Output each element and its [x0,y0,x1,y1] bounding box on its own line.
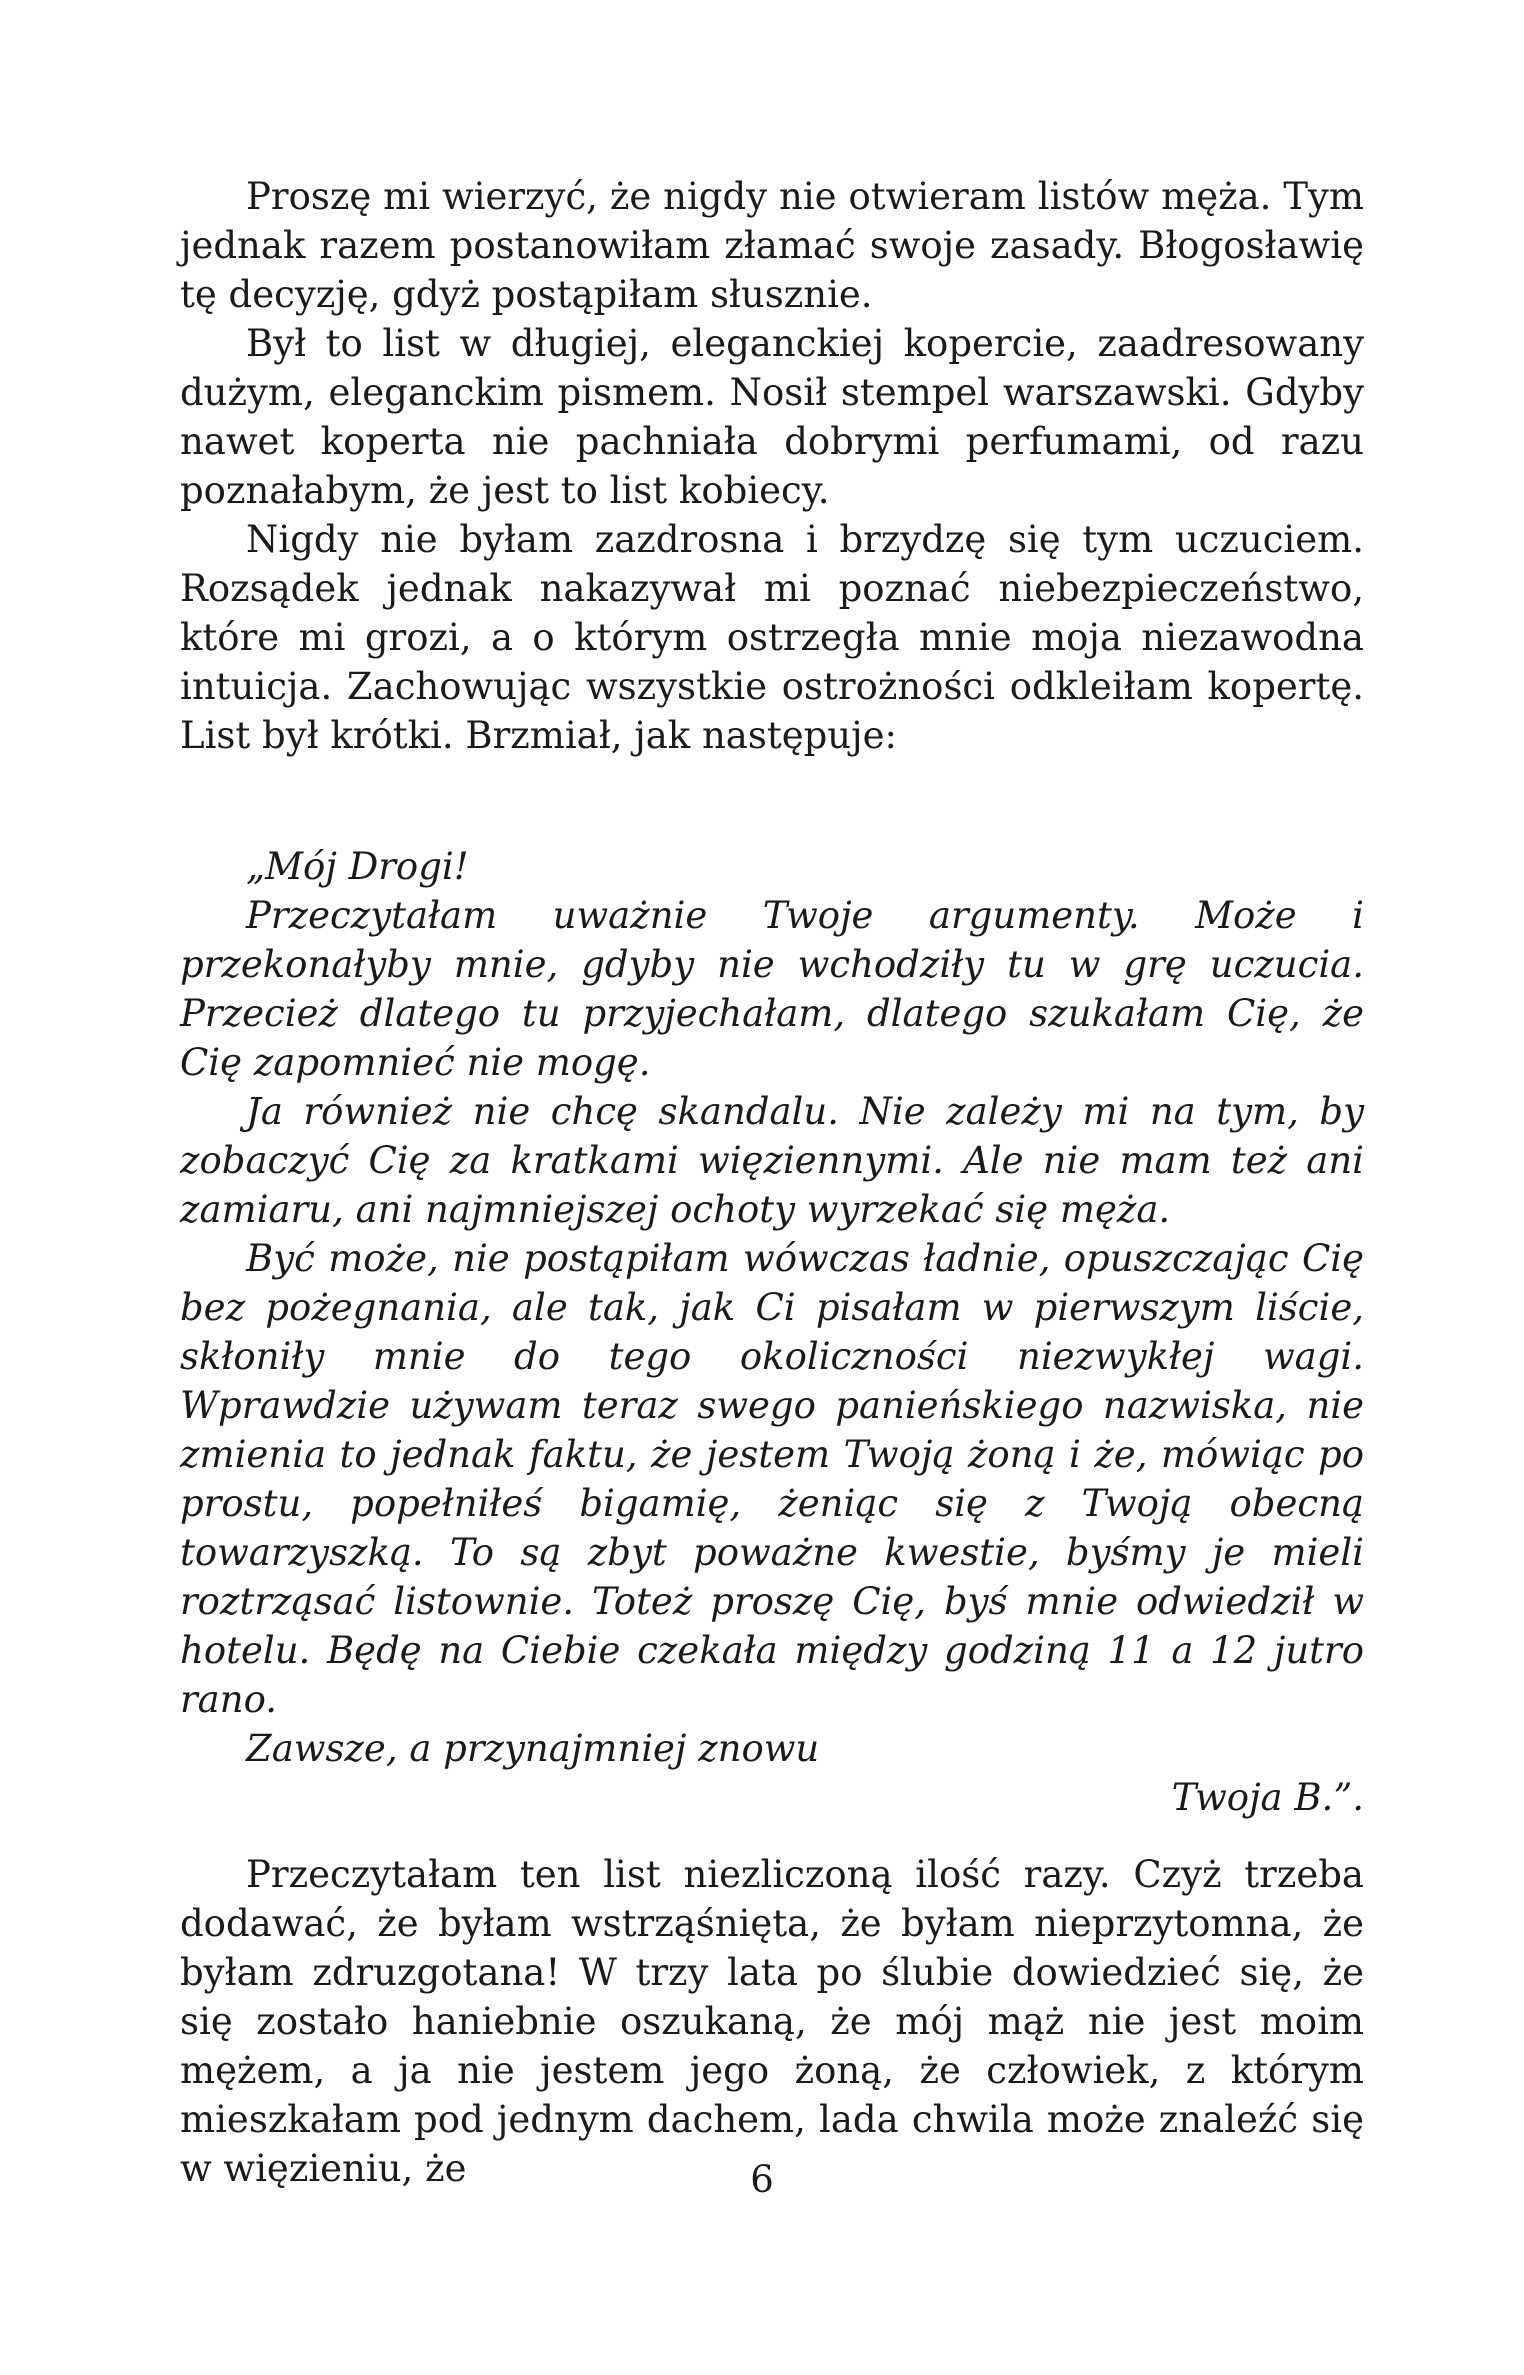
letter-paragraph: Przeczytałam uważnie Twoje argumenty. Może i przekonałyby mnie, gdyby nie wchodziły tu w grę uczucia. Przecież dlatego tu przyjechałam, dlatego szukałam Cię, że Cię zapomnieć nie mogę. [180,894,1364,1084]
letter-salutation: „Mój Drogi! [246,845,469,888]
page-number: 6 [750,2158,774,2201]
letter-closing: Zawsze, a przynajmniej znowu [246,1727,820,1770]
paragraph: Był to list w długiej, eleganckiej kopercie, zaadresowany dużym, eleganckim pismem. Nosił stempel warszawski. Gdyby nawet koperta nie pachniała dobrymi perfumami, od razu poznałabym, że jest to list kobiecy. [180,322,1364,512]
body-text-bottom [180,1850,1364,2193]
letter-paragraph: Ja również nie chcę skandalu. Nie zależy mi na tym, by zobaczyć Cię za kratkami więziennymi. Ale nie mam też ani zamiaru, ani najmniejszej ochoty wyrzekać się męża. [180,1090,1364,1231]
paragraph: Przeczytałam ten list niezliczoną ilość razy. Czyż trzeba dodawać, że byłam wstrząśnięta, że byłam nieprzytomna, że byłam zdruzgotana! W trzy lata po ślubie dowiedzieć się, że się zostało haniebnie oszukaną, że mój mąż nie jest moim mężem, a ja nie jestem jego żoną, że człowiek, z którym mieszkałam pod jednym dachem, lada chwila może znaleźć się w więzieniu, że [180,1853,1364,2190]
letter-paragraph: Być może, nie postąpiłam wówczas ładnie, opuszczając Cię bez pożegnania, ale tak, jak Ci pisałam w pierwszym liście, skłoniły mnie do tego okoliczności niezwykłej wagi. Wprawdzie używam teraz swego panieńskiego nazwiska, nie zmienia to jednak faktu, że jestem Twoją żoną i że, mówiąc po prostu, popełniłeś bigamię, żeniąc się z Twoją obecną towarzyszką. To są zbyt poważne kwestie, byśmy je mieli roztrząsać listownie. Toteż proszę Cię, byś mnie odwiedził w hotelu. Będę na Ciebie czekała między godziną 11 a 12 jutro rano. [180,1237,1364,1721]
paragraph: Proszę mi wierzyć, że nigdy nie otwieram listów męża. Tym jednak razem postanowiłam złamać swoje zasady. Błogosławię tę decyzję, gdyż postąpiłam słusznie. [180,175,1364,316]
body-text-top [180,172,1364,760]
paragraph: Nigdy nie byłam zazdrosna i brzydzę się tym uczuciem. Rozsądek jednak nakazywał mi poznać niebezpieczeństwo, które mi grozi, a o którym ostrzegła mnie moja niezawodna intuicja. Zachowując wszystkie ostrożności odkleiłam kopertę. List był krótki. Brzmiał, jak następuje: [180,518,1364,757]
quoted-letter [180,842,1364,1822]
letter-signature: Twoja B.”. [1171,1776,1364,1819]
